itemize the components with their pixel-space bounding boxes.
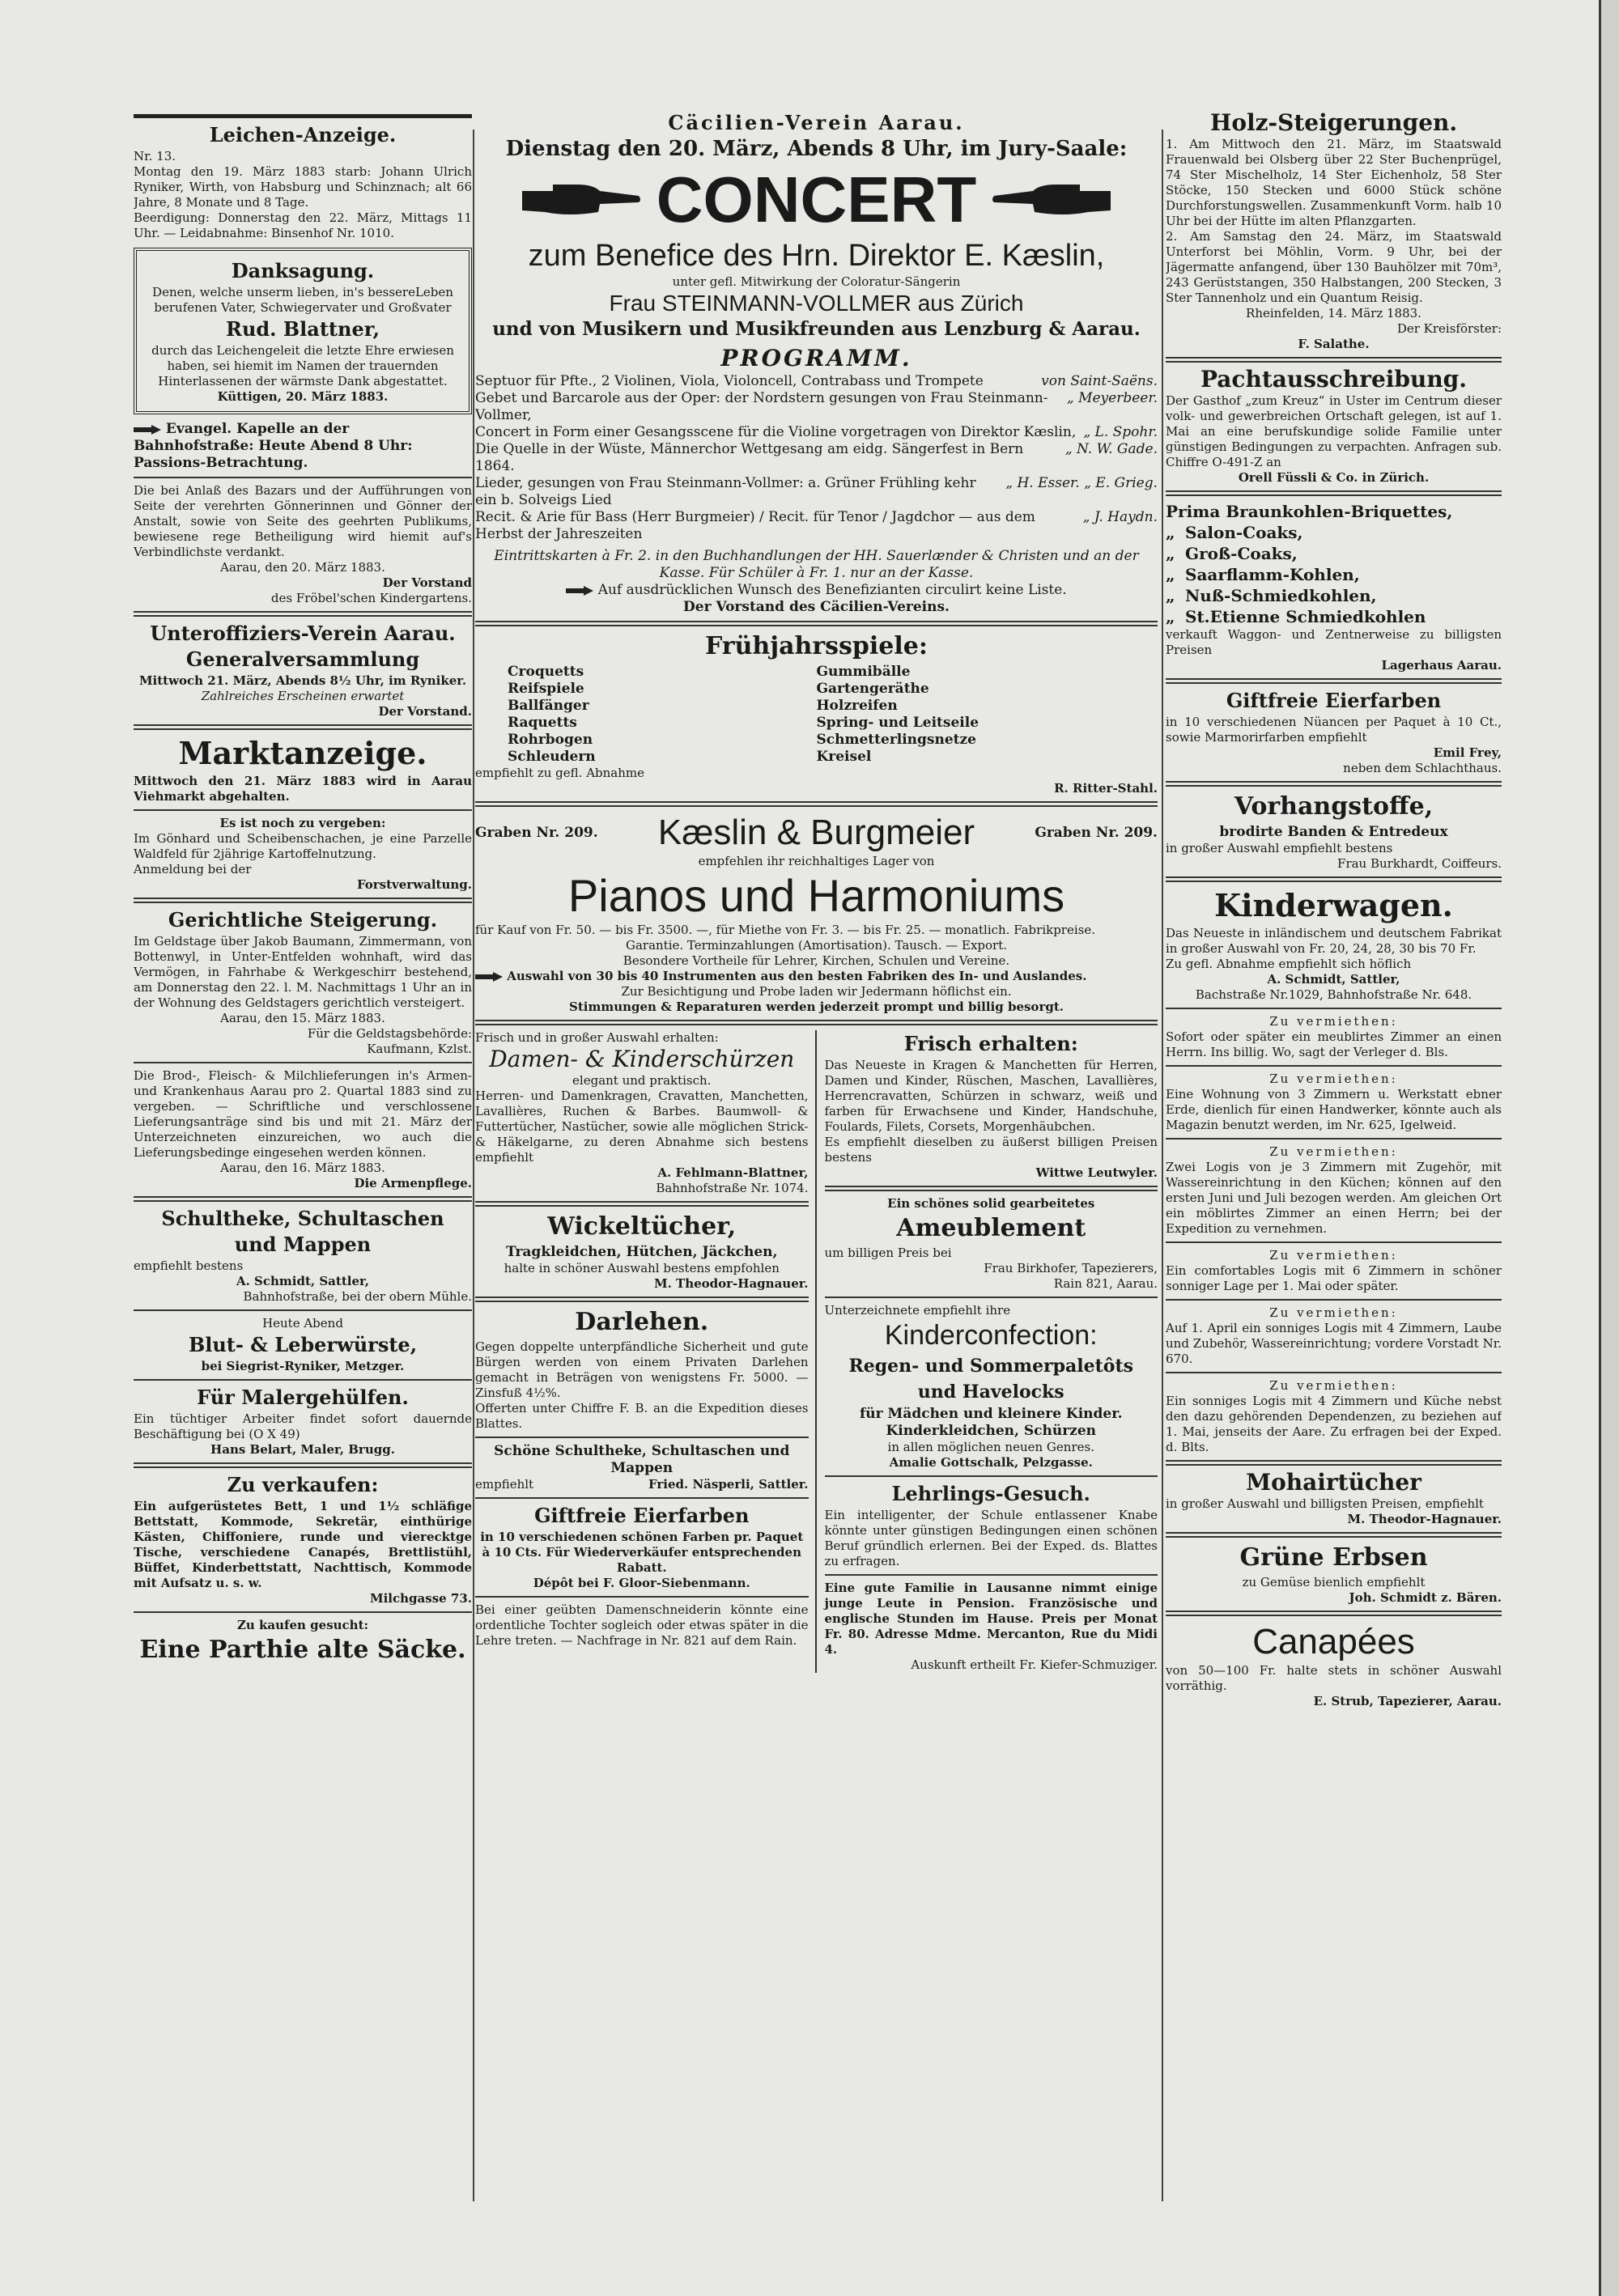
- ad-title: Schultheke, Schultaschen: [161, 1207, 444, 1230]
- pointing-hand-icon: [991, 180, 1112, 220]
- ad-text: Beerdigung: Donnerstag den 22. März, Mittags 11 Uhr. — Leidabnahme: Binsenhof Nr. 1010.: [134, 210, 472, 240]
- column-middle: [475, 109, 1158, 1673]
- ad-address: Graben Nr. 209.: [1035, 824, 1158, 841]
- ad-fruehjahrsspiele: [475, 631, 1158, 796]
- programm-list: [475, 373, 1158, 543]
- list-item: Croquetts: [508, 664, 584, 680]
- ad-text: Sofort oder später ein meublirtes Zimmer an einen Herrn. Ins billig. Wo, sagt der Verleger d. Bls.: [1166, 1029, 1502, 1059]
- ad-title: Zu vermiethen:: [1269, 1014, 1398, 1029]
- ad-text: Regen- und Sommerpaletôts: [848, 1356, 1134, 1377]
- concert-title: CONCERT: [656, 163, 977, 236]
- ad-title: Kinderconfection:: [884, 1320, 1098, 1351]
- ad-text: Mittwoch 21. März, Abends 8½ Uhr, im Ryniker.: [138, 673, 467, 688]
- ad-sign: Kaufmann, Kzlst.: [367, 1042, 472, 1056]
- divider: [1166, 876, 1502, 882]
- ad-darlehen: [475, 1307, 809, 1432]
- divider: [1166, 1241, 1502, 1243]
- divider: [475, 801, 1158, 807]
- ad-sign: A. Fehlmann-Blattner,: [657, 1165, 809, 1180]
- ad-text: Denen, welche unserm lieben, in's bessereLeben berufenen Vater, Schwiegervater und Großvater: [152, 285, 453, 315]
- ad-text: Auf 1. April ein sonniges Logis mit 4 Zimmern, Laube und Zubehör, Wassereinrichtung; vordere Vorstadt Nr. 670.: [1166, 1321, 1502, 1366]
- ad-sign: Frau Birkhofer, Tapezierers,: [984, 1261, 1158, 1275]
- ad-text: halte in schöner Auswahl bestens empfohlen: [504, 1261, 780, 1275]
- ad-title: Schöne Schultheke, Schultaschen und Mappen: [494, 1443, 790, 1476]
- divider: [134, 1462, 472, 1468]
- list-item: Rohrbogen: [508, 732, 593, 748]
- ad-text: durch das Leichengeleit die letzte Ehre erwiesen haben, sei hiemit im Namen der trauernden Hinterlassenen der wärmste Dank abgestattet.: [151, 343, 454, 388]
- ad-sign: Hans Belart, Maler, Brugg.: [210, 1442, 395, 1457]
- divider: [1166, 1008, 1502, 1009]
- ad-sign: Forstverwaltung.: [356, 877, 472, 892]
- ad-text: 1. Am Mittwoch den 21. März, im Staatswald Frauenwald bei Olsberg über 22 Ster Buchenprügel, 74 Ster Mischelholz, 14 Ster Eichenholz, 58 Ster Stöcke, 150 Stecken und 6000 Stück schöne Durchforstungswellen. Zusammenkunft Vorm. halb 10 Uhr bei der Hütte im alten Pflanzgarten.: [1166, 137, 1502, 228]
- ad-kinderconfection: [825, 1303, 1158, 1471]
- ad-text: Ein sonniges Logis mit 4 Zimmern und Küche nebst den dazu gehörenden Dependenzen, zu beziehen auf 1. Mai, jenseits der Aare. Zu erfragen bei der Exped. d. Blts.: [1166, 1394, 1502, 1454]
- ad-name: Rud. Blattner,: [226, 317, 380, 341]
- ad-title: Darlehen.: [575, 1308, 709, 1336]
- ad-mohairtuecher: [1166, 1471, 1502, 1527]
- ad-text: um billigen Preis bei: [824, 1246, 952, 1260]
- ad-text: von 50—100 Fr. halte stets in schöner Auswahl vorräthig.: [1166, 1663, 1502, 1693]
- ad-sign: R. Ritter-Stahl.: [1054, 781, 1158, 796]
- ad-sign: Fried. Näsperli, Sattler.: [648, 1477, 809, 1492]
- list-item: Gartengeräthe: [816, 681, 929, 697]
- ad-sign: Der Vorstand: [382, 575, 472, 590]
- divider: [1166, 1532, 1502, 1538]
- list-item: Raquetts: [508, 715, 577, 731]
- ad-gerichtliche-steigerung: [134, 908, 472, 1057]
- programm-item: Recit. & Arie für Bass (Herr Burgmeier) / Recit. für Tenor / Jagdchor — aus dem Herbst der Jahreszeiten „ J. Haydn.: [475, 509, 1158, 542]
- ad-text: Herren- und Damenkragen, Cravatten, Manchetten, Lavallières, Ruchen & Barbes. Baumwoll- & Futtertücher, Nastücher, sowie alle möglichen Strick- & Häkelgarne, zu deren Abnahme sich bestens empfiehlt: [475, 1089, 809, 1165]
- ad-kaeslin-burgmeier: [475, 812, 1158, 1015]
- divider: [1166, 1299, 1502, 1301]
- ad-subtitle: Zu kaufen gesucht:: [236, 1618, 369, 1632]
- ad-text: Tragkleidchen, Hütchen, Jäckchen,: [506, 1244, 778, 1260]
- ad-text: Bei einer geübten Damenschneiderin könnte eine ordentliche Tochter sogleich oder etwas später in die Lehre treten. — Nachfrage in Nr. 821 auf dem Rain.: [475, 1602, 809, 1648]
- ad-subtitle: brodirte Banden & Entredeux: [1219, 824, 1448, 840]
- pointing-hand-icon: [134, 424, 161, 435]
- ad-fehlmann: [475, 1030, 809, 1196]
- ad-text: Gegen doppelte unterpfändliche Sicherheit und gute Bürgen werden von einem Privaten Darlehen gemacht in Beträgen von wenigstens Fr. 5000. — Zinsfuß 4½%.: [475, 1339, 809, 1400]
- programm-item: Concert in Form einer Gesangsscene für die Violine vorgetragen von Direktor Kæslin, „ L. Spohr.: [475, 424, 1158, 440]
- divider: [1166, 1460, 1502, 1466]
- ad-title: Zu vermiethen:: [1269, 1305, 1398, 1320]
- ad-title: Pachtausschreibung.: [1200, 366, 1468, 393]
- divider: [134, 724, 472, 730]
- column-left: [134, 109, 472, 1667]
- ad-text: Stimmungen & Reparaturen werden jederzeit prompt und billig besorgt.: [569, 999, 1064, 1014]
- ad-zu-vermiethen-4: [1166, 1248, 1502, 1294]
- ad-sign: Küttigen, 20. März 1883.: [217, 389, 389, 404]
- ad-title: Holz-Steigerungen.: [1209, 109, 1458, 136]
- concert-vorstand: Der Vorstand des Cäcilien-Vereins.: [683, 599, 950, 615]
- ad-title: Für Malergehülfen.: [197, 1386, 409, 1409]
- ad-text: empfiehlt zu gefl. Abnahme: [475, 766, 644, 780]
- ad-title: Frisch erhalten:: [903, 1032, 1078, 1055]
- ad-unteroffiziers: [134, 622, 472, 719]
- ad-address: Bahnhofstraße, bei der obern Mühle.: [243, 1289, 472, 1304]
- ad-sign: Der Kreisförster:: [1396, 321, 1502, 336]
- ad-gruene-erbsen: [1166, 1543, 1502, 1606]
- concert-benefice: zum Benefice des Hrn. Direktor E. Kæslin,: [528, 239, 1105, 273]
- divider: [134, 809, 472, 811]
- concert-date: Dienstag den 20. März, Abends 8 Uhr, im Jury-Saale:: [505, 137, 1128, 161]
- ad-pachtausschreibung: [1166, 367, 1502, 486]
- ad-sign: des Fröbel'schen Kindergartens.: [270, 591, 472, 605]
- divider: [475, 1201, 809, 1207]
- ad-braunkohlen: Prima Braunkohlen-Briquettes, „ Salon-Coaks, „ Groß-Coaks, „ Saarflamm-Kohlen, „ Nuß-Schmiedkohlen, „ St.Etienne Schmiedkohlen verkauft Waggon- und Zentnerweise zu billigsten Preisen Lagerhaus Aarau.: [1166, 502, 1502, 673]
- ad-leichen-anzeige: [134, 123, 472, 241]
- ad-text: Ein schönes solid gearbeitetes: [887, 1196, 1095, 1211]
- divider: [475, 1497, 809, 1499]
- page-edge: [1599, 0, 1619, 2296]
- ad-armenhaus: [134, 1068, 472, 1191]
- pointing-hand-icon: [475, 971, 503, 982]
- divider: [1166, 781, 1502, 787]
- ad-title: Zu vermiethen:: [1269, 1072, 1398, 1086]
- ad-text: Mittwoch den 21. März 1883 wird in Aarau Viehmarkt abgehalten.: [134, 774, 472, 804]
- divider: [134, 1611, 472, 1613]
- ad-text: zu Gemüse bienlich empfiehlt: [1242, 1575, 1426, 1589]
- divider: [475, 1020, 1158, 1025]
- ad-sign: M. Theodor-Hagnauer.: [654, 1276, 809, 1291]
- concert-musiker: und von Musikern und Musikfreunden aus Lenzburg & Aarau.: [492, 318, 1141, 340]
- ad-text: Das Neueste in inländischem und deutschem Fabrikat in großer Auswahl von Fr. 20, 24, 28, 30 bis 70 Fr.: [1166, 926, 1502, 956]
- ad-sign: Lagerhaus Aarau.: [1381, 658, 1502, 673]
- ad-text: Frisch und in großer Auswahl erhalten:: [475, 1030, 719, 1045]
- ad-title: Kinderwagen.: [1214, 887, 1453, 923]
- ad-address: Graben Nr. 209.: [475, 824, 598, 841]
- ad-sign: Dépôt bei F. Gloor-Siebenmann.: [533, 1576, 750, 1590]
- ad-zu-vermiethen-3: [1166, 1144, 1502, 1237]
- ad-title: Canapées: [1252, 1622, 1415, 1662]
- ad-blutwurst: [134, 1316, 472, 1374]
- column-rule-right: [1162, 129, 1163, 2201]
- ad-text: Ein intelligenter, der Schule entlassener Knabe könnte unter günstigen Bedingungen einen schönen Beruf gründlich erlernen. Bei der Exped. ds. Blattes zu erfragen.: [824, 1508, 1158, 1568]
- divider: [475, 1596, 809, 1598]
- ad-text: Zu gefl. Abnahme empfiehlt sich höflich: [1166, 957, 1412, 971]
- ad-text: Im Gönhard und Scheibenschachen, je eine Parzelle Waldfeld für 2jährige Kartoffelnutzung.: [134, 831, 472, 861]
- pointing-hand-icon: [521, 180, 642, 220]
- ad-title: Danksagung.: [231, 259, 375, 282]
- ad-text: in großer Auswahl empfiehlt bestens: [1166, 841, 1393, 855]
- ad-sign: A. Schmidt, Sattler,: [236, 1274, 370, 1288]
- ad-text: in 10 verschiedenen Nüancen per Paquet à 10 Ct., sowie Marmorirfarben empfiehlt: [1166, 715, 1502, 745]
- ad-text: Garantie. Terminzahlungen (Amortisation). Tausch. — Export.: [625, 938, 1008, 953]
- divider: [825, 1475, 1158, 1477]
- ad-title: Giftfreie Eierfarben: [534, 1504, 750, 1527]
- ad-text: 2. Am Samstag den 24. März, im Staatswald Unterforst bei Möhlin, Vorm. 9 Uhr, bei der Jägermatte anfangend, über 130 Bauhölzer mit 70m³, 243 Gerüststangen, 350 Halbstangen, 200 Stecken, 3 Ster Tannenholz und ein Quantum Reisig.: [1166, 229, 1502, 305]
- divider: [134, 1196, 472, 1202]
- ad-title: Blut- & Leberwürste,: [188, 1333, 418, 1356]
- ad-number: Nr. 13.: [134, 149, 176, 163]
- concert-saengerin: Frau STEINMANN-VOLLMER aus Zürich: [609, 291, 1024, 316]
- ad-date: Aarau, den 15. März 1883.: [220, 1011, 385, 1025]
- programm-item: Septuor für Pfte., 2 Violinen, Viola, Violoncell, Contrabass und Trompete von Saint-Saëns.: [475, 373, 1158, 389]
- column-middle-right: [825, 1030, 1158, 1673]
- ad-canapees: [1166, 1621, 1502, 1709]
- ad-text: empfiehlt bestens: [134, 1258, 244, 1273]
- ad-title: Grüne Erbsen: [1239, 1543, 1428, 1572]
- concert-verein: Cäcilien-Verein Aarau.: [668, 111, 965, 134]
- ad-zu-vermiethen-1: [1166, 1014, 1502, 1060]
- divider: [1166, 678, 1502, 684]
- divider: [134, 114, 472, 118]
- list-item: Spring- und Leitseile: [816, 715, 979, 731]
- ad-title: Giftfreie Eierfarben: [1226, 689, 1442, 712]
- ad-title: Zu verkaufen:: [227, 1473, 379, 1496]
- ad-sign: Orell Füssli & Co. in Zürich.: [1238, 470, 1430, 485]
- ad-holz-steigerungen: [1166, 111, 1502, 352]
- list-item: Salon-Coaks,: [1185, 523, 1303, 542]
- ad-sign: A. Schmidt, Sattler,: [1267, 972, 1400, 987]
- ad-sign: Amalie Gottschalk, Pelzgasse.: [889, 1455, 1093, 1470]
- list-item: Kreisel: [816, 749, 872, 765]
- ad-text: empfiehlt: [475, 1477, 534, 1492]
- ad-address: Bachstraße Nr.1029, Bahnhofstraße Nr. 648.: [1195, 987, 1472, 1002]
- ad-title: Eine Parthie alte Säcke.: [139, 1636, 466, 1664]
- ad-text: für Kauf von Fr. 50. — bis Fr. 3500. —, für Miethe von Fr. 3. — bis Fr. 25. — monatlich. Fabrikpreise.: [475, 923, 1095, 937]
- ad-bazar: [134, 483, 472, 606]
- ad-sign: M. Theodor-Hagnauer.: [1347, 1512, 1502, 1526]
- ad-text: Der Gasthof „zum Kreuz“ in Uster im Centrum dieser volk- und gewerbreichen Ortschaft gelegen, ist auf 1. Mai an eine berufskundige solide Familie unter günstigen Bedingungen zu verpachten. Anfragen sub. Chiffre O-491-Z an: [1166, 393, 1502, 469]
- ad-title: Lehrlings-Gesuch.: [891, 1482, 1090, 1505]
- ad-text: Zahlreiches Erscheinen erwartet: [201, 689, 405, 703]
- ad-sign: F. Salathe.: [1298, 337, 1370, 351]
- ad-sign: Die Armenpflege.: [354, 1176, 472, 1190]
- ad-schoene-schultheke: [475, 1443, 809, 1492]
- programm-item: Gebet und Barcarole aus der Oper: der Nordstern gesungen von Frau Steinmann-Vollmer, „ Meyerbeer.: [475, 390, 1158, 423]
- ad-title: Mohairtücher: [1246, 1469, 1421, 1496]
- ad-text: Heute Abend: [262, 1316, 343, 1330]
- divider: [134, 1379, 472, 1381]
- list-item: Schmetterlingsnetze: [816, 732, 977, 748]
- divider: [1166, 357, 1502, 363]
- ad-text: Besondere Vortheile für Lehrer, Kirchen, Schulen und Vereine.: [623, 953, 1010, 968]
- divider: [825, 1297, 1158, 1298]
- ad-text: Auswahl von 30 bis 40 Instrumenten aus den besten Fabriken des In- und Auslandes.: [507, 969, 1087, 983]
- column-rule-left: [473, 129, 474, 2201]
- ad-text: empfehlen ihr reichhaltiges Lager von: [698, 854, 935, 868]
- divider: [1166, 1065, 1502, 1067]
- ad-concert: [475, 111, 1158, 616]
- ad-text: Montag den 19. März 1883 starb: Johann Ulrich Ryniker, Wirth, von Habsburg und Schinznach; alt 66 Jahre, 8 Monate und 8 Tage.: [134, 164, 472, 210]
- list-item: Groß-Coaks,: [1185, 544, 1298, 563]
- ad-text: Offerten unter Chiffre F. B. an die Expedition dieses Blattes.: [475, 1401, 809, 1431]
- divider: [475, 621, 1158, 626]
- divider: [1166, 1138, 1502, 1140]
- divider: [475, 1297, 809, 1302]
- ad-address: Rain 821, Aarau.: [1053, 1276, 1158, 1291]
- ad-text: Ein comfortables Logis mit 6 Zimmern in schöner sonniger Lage per 1. Mai oder später.: [1166, 1263, 1502, 1293]
- ad-text: Kinderkleidchen, Schürzen: [886, 1423, 1096, 1439]
- ad-sign: Joh. Schmidt z. Bären.: [1349, 1590, 1502, 1605]
- ad-date: Aarau, den 20. März 1883.: [220, 560, 385, 575]
- ad-title: Leichen-Anzeige.: [209, 123, 397, 146]
- ad-frisch-erhalten: [825, 1032, 1158, 1181]
- ad-text: verkauft Waggon- und Zentnerweise zu billigsten Preisen: [1166, 627, 1502, 657]
- ad-title: Prima Braunkohlen-Briquettes,: [1166, 502, 1453, 521]
- ad-vorhangstoffe: [1166, 792, 1502, 872]
- divider: [134, 611, 472, 617]
- ad-subtitle: Generalversammlung: [185, 647, 420, 671]
- ad-zu-vermiethen-6: [1166, 1378, 1502, 1455]
- ad-headline: Pianos und Harmoniums: [567, 870, 1065, 921]
- ad-evangel: [134, 421, 472, 472]
- list-item: Nuß-Schmiedkohlen,: [1185, 586, 1377, 605]
- list-item: Ballfänger: [508, 698, 589, 714]
- pointing-hand-icon: [566, 585, 593, 596]
- ad-ameublement: [825, 1196, 1158, 1292]
- list-item: Schleudern: [508, 749, 596, 765]
- divider: [1166, 1611, 1502, 1616]
- list-item: Holzreifen: [816, 698, 898, 714]
- ad-text: Die Brod-, Fleisch- & Milchlieferungen in's Armen- und Krankenhaus Aarau pro 2. Quartal 1883 sind zu vergeben. — Schriftliche und verschlossene Lieferungsanträge sind bis und mit 21. März der Unterzeichneten einzureichen, wo auch die Lieferungsbedinge eingesehen werden können.: [134, 1068, 472, 1160]
- ad-text: Anmeldung bei der: [134, 862, 252, 876]
- divider: [134, 1309, 472, 1311]
- divider: [134, 898, 472, 903]
- ad-text: Evangel. Kapelle an der Bahnhofstraße: Heute Abend 8 Uhr: Passions-Betrachtung.: [134, 421, 413, 471]
- ad-zu-vermiethen-2: [1166, 1072, 1502, 1133]
- ad-text: Ein aufgerüstetes Bett, 1 und 1½ schläfige Bettstatt, Kommode, Sekretär, einthürige Kästen, Chiffoniere, runde und vierecktge Tische, verschiedene Canapés, Brettlistühl, Büffet, Kinderbettstatt, Nachttisch, Kommode mit Aufsatz u. s. w.: [134, 1499, 472, 1590]
- ad-text: in allen möglichen neuen Genres.: [887, 1440, 1094, 1454]
- ad-sign: Der Vorstand.: [378, 704, 472, 719]
- divider: [1166, 490, 1502, 496]
- ad-title: Marktanzeige.: [178, 735, 427, 771]
- ad-address: neben dem Schlachthaus.: [1343, 761, 1502, 775]
- ad-title: Kæslin & Burgmeier: [657, 813, 975, 852]
- ad-title: Frühjahrsspiele:: [705, 632, 928, 660]
- ad-damenschneiderin: [475, 1602, 809, 1649]
- ad-text: Eine gute Familie in Lausanne nimmt einige junge Leute in Pension. Französische und englische Stunden im Hause. Preis per Monat Fr. 80. Adresse Mdme. Mercanton, Rue du Midi 4.: [824, 1581, 1158, 1657]
- ad-text: bei Siegrist-Ryniker, Metzger.: [201, 1359, 405, 1373]
- ad-title: Unteroffiziers-Verein Aarau.: [150, 622, 456, 645]
- ad-marktanzeige: [134, 735, 472, 893]
- programm-heading: PROGRAMM.: [720, 345, 912, 371]
- ad-sign: E. Strub, Tapezierer, Aarau.: [1313, 1694, 1502, 1708]
- ad-text: Im Geldstage über Jakob Baumann, Zimmermann, von Bottenwyl, in Unter-Entfelden wohnhaft, wird das Vermögen, in Fahrhabe & Werkgeschirr bestehend, am Donnerstag den 22. l. M. Nachmittags 1 Uhr an in der Wohnung des Geldstagers gerichtlich versteigert.: [134, 934, 472, 1010]
- ad-schultheke: [134, 1207, 472, 1305]
- divider: [1166, 1372, 1502, 1373]
- ad-giftfreie-eierfarben-2: [475, 1504, 809, 1591]
- ad-title: Ameublement: [896, 1214, 1086, 1242]
- ad-title: Vorhangstoffe,: [1234, 792, 1434, 821]
- ad-text: Es empfiehlt dieselben zu äußerst billigen Preisen bestens: [824, 1135, 1158, 1165]
- ad-title: Zu vermiethen:: [1269, 1378, 1398, 1393]
- ad-sign: Frau Burkhardt, Coiffeurs.: [1337, 856, 1502, 871]
- ad-text: Eine Wohnung von 3 Zimmern u. Werkstatt ebner Erde, dienlich für einen Handwerker, könnte auch als Magazin benutzt werden, im Nr. 625, Igelweid.: [1166, 1087, 1502, 1132]
- ad-title: Zu vermiethen:: [1269, 1248, 1398, 1263]
- ad-giftfreie-eierfarben: [1166, 689, 1502, 776]
- divider: [134, 477, 472, 478]
- list-item: Gummibälle: [816, 664, 911, 680]
- concert-wunsch: Auf ausdrücklichen Wunsch des Benefizianten circulirt keine Liste.: [597, 582, 1067, 598]
- ad-text: Das Neueste in Kragen & Manchetten für Herren, Damen und Kinder, Rüschen, Maschen, Lavallières, Herrencravatten, Schürzen in schwarz, weiß und farben für Erwachsene und Kinder, Handschuhe, Foulards, Filets, Corsets, Morgenhäubchen.: [824, 1058, 1158, 1134]
- ad-subtitle: Es ist noch zu vergeben:: [219, 816, 386, 830]
- column-middle-left: [475, 1030, 817, 1673]
- divider: [825, 1574, 1158, 1576]
- ad-zu-verkaufen: [134, 1473, 472, 1606]
- concert-eintritt: Eintrittskarten à Fr. 2. in den Buchhandlungen der HH. Sauerlænder & Christen und an der Kasse. Für Schüler à Fr. 1. nur an der Kasse.: [494, 548, 1139, 581]
- divider: [475, 1437, 809, 1438]
- divider: [134, 1062, 472, 1063]
- ad-address: Milchgasse 73.: [370, 1591, 472, 1606]
- ad-title: Zu vermiethen:: [1269, 1144, 1398, 1159]
- column-right: [1166, 109, 1502, 1709]
- ad-text: elegant und praktisch.: [572, 1073, 712, 1088]
- concert-mitwirkung: unter gefl. Mitwirkung der Coloratur-Sängerin: [672, 274, 961, 289]
- ad-text: für Mädchen und kleinere Kinder.: [859, 1406, 1123, 1422]
- ad-title: Wickeltücher,: [547, 1212, 737, 1241]
- ad-address: Bahnhofstraße Nr. 1074.: [656, 1181, 809, 1195]
- ad-malergehuelfen: [134, 1386, 472, 1458]
- ad-text: und Havelocks: [917, 1381, 1064, 1403]
- ad-title: und Mappen: [234, 1233, 372, 1256]
- ad-text: Unterzeichnete empfiehlt ihre: [824, 1303, 1011, 1318]
- ad-zu-kaufen: [134, 1618, 472, 1666]
- ad-text: in großer Auswahl und billigsten Preisen, empfiehlt: [1166, 1496, 1484, 1511]
- ad-text: Zwei Logis von je 3 Zimmern mit Zugehör, mit Wassereinrichtung in den Küchen; können auf den ersten Juni und Juli bezogen werden. Am gleichen Ort ein möblirtes Zimmer an einen Herrn; bei der Expedition zu vernehmen.: [1166, 1160, 1502, 1236]
- ad-text: Zur Besichtigung und Probe laden wir Jedermann höflichst ein.: [621, 984, 1012, 999]
- ad-sign: Auskunft ertheilt Fr. Kiefer-Schmuziger.: [911, 1657, 1158, 1672]
- list-item: St.Etienne Schmiedkohlen: [1185, 607, 1426, 626]
- ad-title: Gerichtliche Steigerung.: [168, 908, 438, 932]
- programm-item: Die Quelle in der Wüste, Männerchor Wettgesang am eidg. Sängerfest in Bern 1864. „ N. W. Gade.: [475, 441, 1158, 474]
- list-item: Saarflamm-Kohlen,: [1185, 565, 1360, 584]
- ad-sign: Emil Frey,: [1433, 745, 1502, 760]
- ad-lausanne: [825, 1581, 1158, 1673]
- ad-text: Die bei Anlaß des Bazars und der Aufführungen von Seite der verehrten Gönnerinnen und Gönner der Anstalt, sowie von Seite des geehrten Publikums, bewiesene rege Betheiligung wird hiemit auf's Verbindlichste verdankt.: [134, 483, 472, 559]
- ad-text: in 10 verschiedenen schönen Farben pr. Paquet à 10 Cts. Für Wiederverkäufer entsprechenden Rabatt.: [480, 1530, 804, 1575]
- ad-kinderwagen: [1166, 887, 1502, 1003]
- ad-title: Damen- & Kinderschürzen: [489, 1046, 795, 1072]
- divider: [825, 1186, 1158, 1191]
- ad-sign: Für die Geldstagsbehörde:: [307, 1026, 472, 1041]
- ad-text: Ein tüchtiger Arbeiter findet sofort dauernde Beschäftigung bei (O X 49): [134, 1411, 472, 1441]
- ad-danksagung: [134, 248, 472, 414]
- ad-date: Aarau, den 16. März 1883.: [220, 1161, 385, 1175]
- ad-wickeltuecher: [475, 1212, 809, 1292]
- list-item: Reifspiele: [508, 681, 584, 697]
- ad-zu-vermiethen-5: [1166, 1305, 1502, 1367]
- programm-item: Lieder, gesungen von Frau Steinmann-Vollmer: a. Grüner Frühling kehr ein b. Solveigs Lied „ H. Esser. „ E. Grieg.: [475, 475, 1158, 508]
- ad-lehrlings-gesuch: [825, 1482, 1158, 1569]
- ad-sign: Wittwe Leutwyler.: [1035, 1165, 1158, 1180]
- ad-date: Rheinfelden, 14. März 1883.: [1246, 306, 1421, 320]
